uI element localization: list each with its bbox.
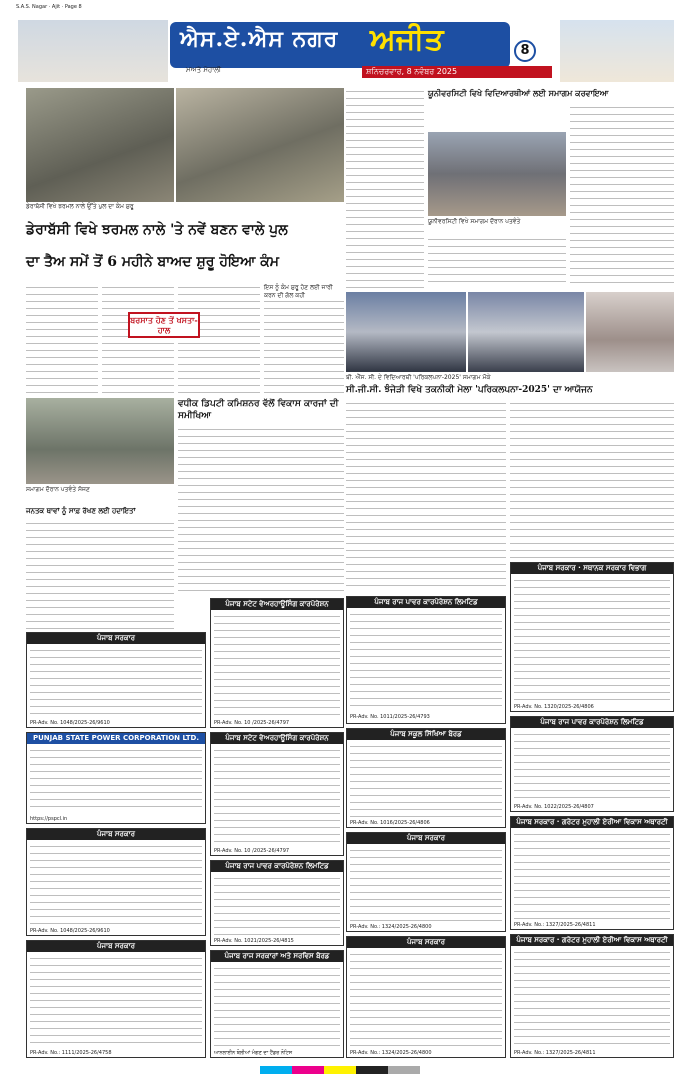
- ad-pspcl-2: [510, 716, 674, 812]
- masthead-photo-left: [18, 20, 168, 82]
- ad-ref: PR-Adv. No. 1048/2025-26/9610: [30, 928, 110, 934]
- lead-text-col-3: [178, 284, 260, 396]
- page-number: 8: [514, 40, 536, 62]
- issue-date: ਸ਼ਨਿਚਰਵਾਰ, 8 ਨਵੰਬਰ 2025: [362, 66, 552, 78]
- ad-warehousing: [210, 598, 344, 728]
- left-story-2-text: [178, 426, 344, 596]
- ad-ref: https://pspcl.in: [30, 816, 68, 822]
- slug-line: S.A.S. Nagar · Ajit · Page 8: [16, 4, 82, 10]
- top-right-text-b: [570, 104, 674, 288]
- event-caption: ਬੀ. ਐੱਸ. ਸੀ. ਦੇ ਵਿਦਿਆਰਥੀ 'ਪਰਿਕਲਪਨਾ-2025' ਸਮਾਗਮ ਮੌਕੇ: [346, 374, 491, 381]
- ad-title: ਪੰਜਾਬ ਸਰਕਾਰ: [27, 941, 205, 952]
- ad-title: ਪੰਜਾਬ ਸਰਕਾਰ: [27, 829, 205, 840]
- lead-text-col-1: [26, 284, 98, 396]
- ad-title: ਪੰਜਾਬ ਰਾਜ ਪਾਵਰ ਕਾਰਪੋਰੇਸ਼ਨ ਲਿਮਟਿਡ: [511, 717, 673, 728]
- lead-photo-2: [176, 88, 344, 202]
- ad-ref: PR-Adv. No. 10 /2025-26/4797: [214, 720, 290, 726]
- lead-headline-1: ਡੇਰਾਬੱਸੀ ਵਿਖੇ ਝਰਮਲ ਨਾਲੇ 'ਤੇ ਨਵੇਂ ਬਣਨ ਵਾਲੇ ਪੁਲ: [26, 222, 288, 238]
- ad-gmada-2: [510, 934, 674, 1058]
- pullout-box: ਬਰਸਾਤ ਹੋਣ ਤੋਂ ਖਸਤਾ-ਹਾਲ: [128, 312, 200, 338]
- ad-punjab-govt-2: [26, 828, 206, 936]
- ad-pspcl-english: [26, 732, 206, 824]
- top-right-text-a: [428, 236, 566, 288]
- paper-name: ਅਜੀਤ: [370, 22, 444, 57]
- top-right-headline: ਯੂਨੀਵਰਸਿਟੀ ਵਿਖੇ ਵਿਦਿਆਰਥੀਆਂ ਲਈ ਸਮਾਗਮ ਕਰਵਾਇਆ: [428, 88, 609, 98]
- left-story-3-headline: ਜਨਤਕ ਥਾਵਾਂ ਨੂੰ ਸਾਫ਼ ਰੱਖਣ ਲਈ ਹਦਾਇਤਾਂ: [26, 506, 136, 515]
- event-text-col-1: [346, 400, 506, 590]
- masthead-photo-right: [560, 20, 674, 82]
- top-right-caption: ਯੂਨੀਵਰਸਿਟੀ ਵਿਖੇ ਸਮਾਗਮ ਦੌਰਾਨ ਪਤਵੰਤੇ: [428, 218, 521, 225]
- ad-title: ਪੰਜਾਬ ਰਾਜ ਪਾਵਰ ਕਾਰਪੋਰੇਸ਼ਨ ਲਿਮਟਿਡ: [347, 597, 505, 608]
- lead-text-col-4: [264, 284, 344, 396]
- ad-title: ਪੰਜਾਬ ਸਟੇਟ ਵੇਅਰਹਾਊਸਿੰਗ ਕਾਰਪੋਰੇਸ਼ਨ: [211, 733, 343, 744]
- ad-title: ਪੰਜਾਬ ਸਰਕਾਰ: [347, 833, 505, 844]
- left-photo-2-caption: ਸਮਾਗਮ ਦੌਰਾਨ ਪਤਵੰਤੇ ਸੱਜਣ: [26, 486, 90, 493]
- city-title: ਐਸ.ਏ.ਐਸ ਨਗਰ: [180, 26, 339, 52]
- ad-punjab-govt-5: [346, 936, 506, 1058]
- ad-ref: ਆਨਲਾਈਨ ਬੋਲੀਆਂ ਮੰਗਣ ਦਾ ਟੈਂਡਰ ਨੋਟਿਸ: [214, 1050, 293, 1056]
- event-photo-2: [468, 292, 584, 372]
- color-registration-bar: [260, 1066, 420, 1074]
- ad-title: PUNJAB STATE POWER CORPORATION LTD.: [27, 733, 205, 744]
- lead-photo-1: [26, 88, 174, 202]
- ad-service-board: [210, 950, 344, 1058]
- ad-school-board: [346, 728, 506, 828]
- ad-punjab-govt-4: [26, 940, 206, 1058]
- ad-title: ਪੰਜਾਬ ਸਰਕਾਰ · ਗਰੇਟਰ ਮੁਹਾਲੀ ਏਰੀਆ ਵਿਕਾਸ ਅਥਾਰਟੀ: [511, 935, 673, 946]
- ad-title: ਪੰਜਾਬ ਸਟੇਟ ਵੇਅਰਹਾਊਸਿੰਗ ਕਾਰਪੋਰੇਸ਼ਨ: [211, 599, 343, 610]
- ad-ref: PR-Adv. No.: 1111/2025-26/4758: [30, 1050, 112, 1056]
- ad-gmada: [510, 816, 674, 930]
- left-story-3-text: [26, 520, 174, 630]
- ad-ref: PR-Adv. No. 1048/2025-26/9610: [30, 720, 110, 726]
- ad-ref: PR-Adv. No. 1021/2025-26/4815: [214, 938, 294, 944]
- ad-title: ਪੰਜਾਬ ਰਾਜ ਸਰਕਾਰਾਂ ਅਤੇ ਸਰਵਿਸ ਬੋਰਡ: [211, 951, 343, 962]
- ad-ref: PR-Adv. No.: 1324/2025-26/4800: [350, 1050, 432, 1056]
- ad-title: ਪੰਜਾਬ ਸਕੂਲ ਸਿੱਖਿਆ ਬੋਰਡ: [347, 729, 505, 740]
- masthead-sub: ਮਅਤੇ ਮੋਹਾਲੀ: [186, 66, 222, 74]
- ad-warehousing-2: [210, 732, 344, 856]
- lead-text-col-2: [102, 284, 174, 396]
- ad-title: ਪੰਜਾਬ ਸਰਕਾਰ · ਗਰੇਟਰ ਮੁਹਾਲੀ ਏਰੀਆ ਵਿਕਾਸ ਅਥਾਰਟੀ: [511, 817, 673, 828]
- ad-ref: PR-Adv. No.: 1324/2025-26/4800: [350, 924, 432, 930]
- event-headline: ਸੀ.ਜੀ.ਸੀ. ਝੰਜੇੜੀ ਵਿਖੇ ਤਕਨੀਕੀ ਮੇਲਾ 'ਪਰਿਕਲਪਨਾ-2025' ਦਾ ਆਯੋਜਨ: [346, 385, 593, 395]
- ad-ref: PR-Adv. No. 1011/2025-26/4793: [350, 714, 430, 720]
- left-story-2-headline: ਵਧੀਕ ਡਿਪਟੀ ਕਮਿਸ਼ਨਰ ਵੱਲੋਂ ਵਿਕਾਸ ਕਾਰਜਾਂ ਦੀ ਸਮੀਖਿਆ: [178, 399, 339, 421]
- lead-headline-2: ਦਾ ਤੈਅ ਸਮੇਂ ਤੋਂ 6 ਮਹੀਨੇ ਬਾਅਦ ਸ਼ੁਰੂ ਹੋਇਆ ਕੰਮ: [26, 254, 279, 270]
- ad-ref: PR-Adv. No.: 1327/2025-26/4811: [514, 922, 596, 928]
- ad-punjab-govt-3: [346, 832, 506, 932]
- ad-ref: PR-Adv. No. 10 /2025-26/4797: [214, 848, 290, 854]
- ad-ref: PR-Adv. No. 1022/2025-26/4807: [514, 804, 594, 810]
- ad-title: ਪੰਜਾਬ ਸਰਕਾਰ: [27, 633, 205, 644]
- ad-punjab-govt-1: [26, 632, 206, 728]
- ad-ref: PR-Adv. No.: 1327/2025-26/4811: [514, 1050, 596, 1056]
- ad-local-govt: [510, 562, 674, 712]
- left-photo-2: [26, 398, 174, 484]
- event-text-col-2: [510, 400, 674, 558]
- event-photo-1: [346, 292, 466, 372]
- ad-pspcl-1: [346, 596, 506, 724]
- ad-title: ਪੰਜਾਬ ਸਰਕਾਰ · ਸਥਾਨਕ ਸਰਕਾਰ ਵਿਭਾਗ: [511, 563, 673, 574]
- ad-title: ਪੰਜਾਬ ਰਾਜ ਪਾਵਰ ਕਾਰਪੋਰੇਸ਼ਨ ਲਿਮਟਿਡ: [211, 861, 343, 872]
- middle-column-text: [346, 88, 424, 288]
- side-note: ਇਸ ਨੂੰ ਕੰਮ ਸ਼ੁਰੂ ਹੋਣ ਲਈ ਜਾਰੀ ਕਰਨ ਦੀ ਗੱਲ ਕਹੀ: [264, 284, 344, 300]
- ad-title: ਪੰਜਾਬ ਸਰਕਾਰ: [347, 937, 505, 948]
- top-right-photo: [428, 132, 566, 216]
- ad-ref: PR-Adv. No. 1320/2025-26/4806: [514, 704, 594, 710]
- event-photo-3: [586, 292, 674, 372]
- ad-ref: PR-Adv. No. 1016/2025-26/4806: [350, 820, 430, 826]
- lead-photo-caption: ਡੇਰਾਬੱਸੀ ਵਿਖੇ ਝਰਮਲ ਨਾਲੇ ਉੱਤੇ ਪੁਲ ਦਾ ਕੰਮ ਸ਼ੁਰੂ: [26, 203, 134, 210]
- ad-power-tender: [210, 860, 344, 946]
